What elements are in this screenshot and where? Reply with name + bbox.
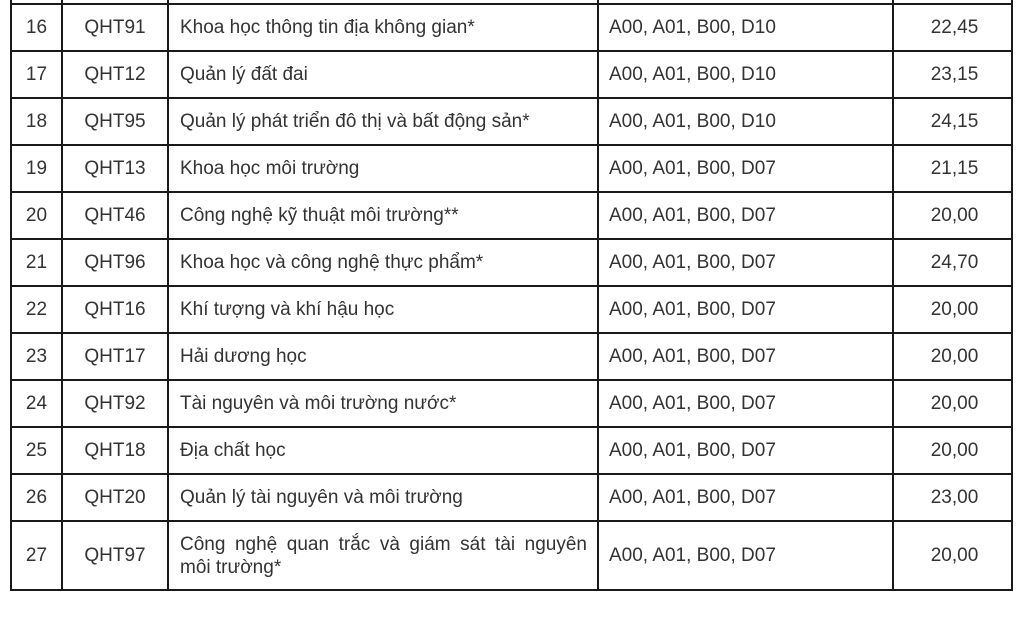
major-name: Khoa học môi trường [168, 145, 598, 192]
major-name: Công nghệ kỹ thuật môi trường** [168, 192, 598, 239]
major-code: QHT95 [62, 98, 168, 145]
row-number: 25 [11, 427, 62, 474]
major-code: QHT18 [62, 427, 168, 474]
table-row [11, 239, 1012, 286]
subject-combinations: A00, A01, B00, D10 [598, 98, 893, 145]
row-number: 26 [11, 474, 62, 521]
subject-combinations: A00, A01, B00, D10 [598, 4, 893, 51]
cutoff-score: 20,00 [893, 192, 1012, 239]
major-name: Khoa học thông tin địa không gian* [168, 4, 598, 51]
row-number: 21 [11, 239, 62, 286]
row-number: 19 [11, 145, 62, 192]
major-code: QHT96 [62, 239, 168, 286]
major-code: QHT16 [62, 286, 168, 333]
row-number: 23 [11, 333, 62, 380]
row-number: 22 [11, 286, 62, 333]
major-name: Quản lý đất đai [168, 51, 598, 98]
major-name: Khí tượng và khí hậu học [168, 286, 598, 333]
row-number: 17 [11, 51, 62, 98]
subject-combinations: A00, A01, B00, D07 [598, 521, 893, 590]
major-code: QHT91 [62, 4, 168, 51]
table-row [11, 192, 1012, 239]
table-row [11, 521, 1012, 590]
cutoff-score: 23,00 [893, 474, 1012, 521]
cutoff-score: 20,00 [893, 521, 1012, 590]
subject-combinations: A00, A01, B00, D07 [598, 286, 893, 333]
row-number: 18 [11, 98, 62, 145]
major-code: QHT46 [62, 192, 168, 239]
subject-combinations: A00, A01, B00, D07 [598, 333, 893, 380]
subject-combinations: A00, A01, B00, D07 [598, 427, 893, 474]
table-row [11, 333, 1012, 380]
cutoff-score: 20,00 [893, 427, 1012, 474]
subject-combinations: A00, A01, B00, D07 [598, 380, 893, 427]
major-name: Quản lý tài nguyên và môi trường [168, 474, 598, 521]
major-code: QHT13 [62, 145, 168, 192]
major-code: QHT92 [62, 380, 168, 427]
table-row [11, 474, 1012, 521]
row-number: 27 [11, 521, 62, 590]
cutoff-score: 23,15 [893, 51, 1012, 98]
subject-combinations: A00, A01, B00, D07 [598, 192, 893, 239]
row-number: 16 [11, 4, 62, 51]
admission-scores-table-container [10, 0, 1011, 591]
table-row [11, 145, 1012, 192]
cutoff-score: 24,15 [893, 98, 1012, 145]
major-name: Tài nguyên và môi trường nước* [168, 380, 598, 427]
major-name: Khoa học và công nghệ thực phẩm* [168, 239, 598, 286]
major-name: Hải dương học [168, 333, 598, 380]
row-number: 20 [11, 192, 62, 239]
major-code: QHT20 [62, 474, 168, 521]
table-row [11, 286, 1012, 333]
row-number: 24 [11, 380, 62, 427]
subject-combinations: A00, A01, B00, D10 [598, 51, 893, 98]
cutoff-score: 20,00 [893, 286, 1012, 333]
cutoff-score: 20,00 [893, 333, 1012, 380]
major-name: Công nghệ quan trắc và giám sát tài nguyên môi trường* [168, 521, 598, 590]
admission-scores-table [10, 0, 1013, 591]
subject-combinations: A00, A01, B00, D07 [598, 474, 893, 521]
cutoff-score: 22,45 [893, 4, 1012, 51]
table-row [11, 380, 1012, 427]
major-code: QHT97 [62, 521, 168, 590]
table-row [11, 98, 1012, 145]
cutoff-score: 24,70 [893, 239, 1012, 286]
major-name: Quản lý phát triển đô thị và bất động sản* [168, 98, 598, 145]
cutoff-score: 20,00 [893, 380, 1012, 427]
subject-combinations: A00, A01, B00, D07 [598, 145, 893, 192]
subject-combinations: A00, A01, B00, D07 [598, 239, 893, 286]
major-name: Địa chất học [168, 427, 598, 474]
major-code: QHT12 [62, 51, 168, 98]
table-row [11, 51, 1012, 98]
cutoff-score: 21,15 [893, 145, 1012, 192]
table-row [11, 4, 1012, 51]
major-code: QHT17 [62, 333, 168, 380]
table-row [11, 427, 1012, 474]
